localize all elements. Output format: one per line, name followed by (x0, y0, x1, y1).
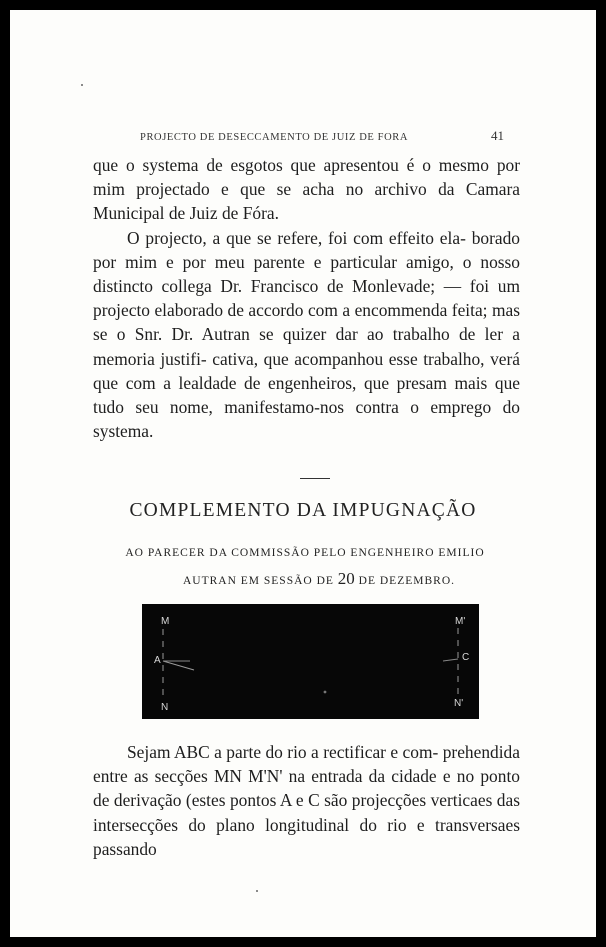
text-line: A e C são projecções verticaes das intersecções do (93, 790, 520, 835)
text-line: por mim projectado e que se acha no archivo da (93, 155, 520, 200)
text-line: amigo, o nosso distincto collega Dr. Francisco de (93, 251, 521, 297)
page-number: 41 (491, 128, 504, 143)
label-n-prime: N' (454, 698, 464, 709)
text-line: se quizer dar ao trabalho de ler a memoria justifi- (93, 324, 520, 369)
paper-speck (256, 890, 258, 892)
book-page (10, 10, 596, 937)
label-m: M (161, 616, 170, 627)
text-line: que o systema de esgotos que apresentou é o mesmo (93, 155, 489, 175)
diagram-drawing (142, 604, 479, 719)
label-m-prime: M' (455, 616, 466, 627)
river-line-a (163, 661, 194, 670)
section-divider (300, 478, 330, 479)
label-a: A (154, 655, 161, 666)
text-line: Monlevade; — foi um projecto elaborado de accordo (93, 276, 520, 321)
text-line: a lealdade de engenheiros, que presam mais que tudo (93, 372, 521, 418)
river-line-c (443, 659, 458, 661)
text-line: Camara Municipal de Juiz de Fóra. (93, 179, 520, 224)
subtitle-text-b: DE DEZEMBRO. (358, 575, 456, 587)
paragraph-continuation (93, 153, 520, 226)
section-subtitle-line-1: AO PARECER DA COMMISSÃO PELO ENGENHEIRO EMILIO (125, 547, 485, 559)
paragraph-projecto (93, 226, 520, 444)
label-c: C (462, 652, 470, 663)
text-line: O projecto, a que se refere, foi com effeito ela- (127, 227, 466, 248)
running-head (140, 128, 504, 144)
point-b (324, 691, 327, 694)
section-subtitle-line-2 (10, 569, 596, 589)
text-line: Sejam ABC a parte do rio a rectificar e com- (127, 742, 439, 762)
running-head-title: PROJECTO DE DESECCAMENTO DE JUIZ DE FORA (140, 132, 409, 143)
text-line: cativa, que acompanhou esse trabalho, verá que com (93, 348, 520, 393)
paper-speck (81, 84, 83, 86)
text-line: plano longitudinal do rio e transversaes passando (93, 814, 520, 859)
text-line: seu nome, manifestamo-nos contra o emprego do (135, 397, 520, 418)
body-text-bottom (93, 740, 520, 861)
paragraph-sejam (93, 740, 520, 861)
text-line: da cidade e no ponto de derivação (estes pontos (93, 766, 520, 811)
body-text-top (93, 153, 520, 443)
text-line: borado por mim e por meu parente e particular (93, 227, 520, 272)
label-n: N (161, 702, 169, 713)
text-line: systema. (93, 421, 154, 442)
river-section-diagram (142, 604, 479, 719)
text-line: com a encommenda feita; mas se o Snr. Dr. Autran (93, 300, 521, 345)
text-line: prehendida entre as secções MN M'N' na entrada (93, 742, 520, 787)
subtitle-date-number: 20 (337, 569, 355, 588)
subtitle-text-a: AUTRAN EM SESSÃO DE (182, 575, 334, 587)
section-title: COMPLEMENTO DA IMPUGNAÇÃO (129, 500, 477, 521)
